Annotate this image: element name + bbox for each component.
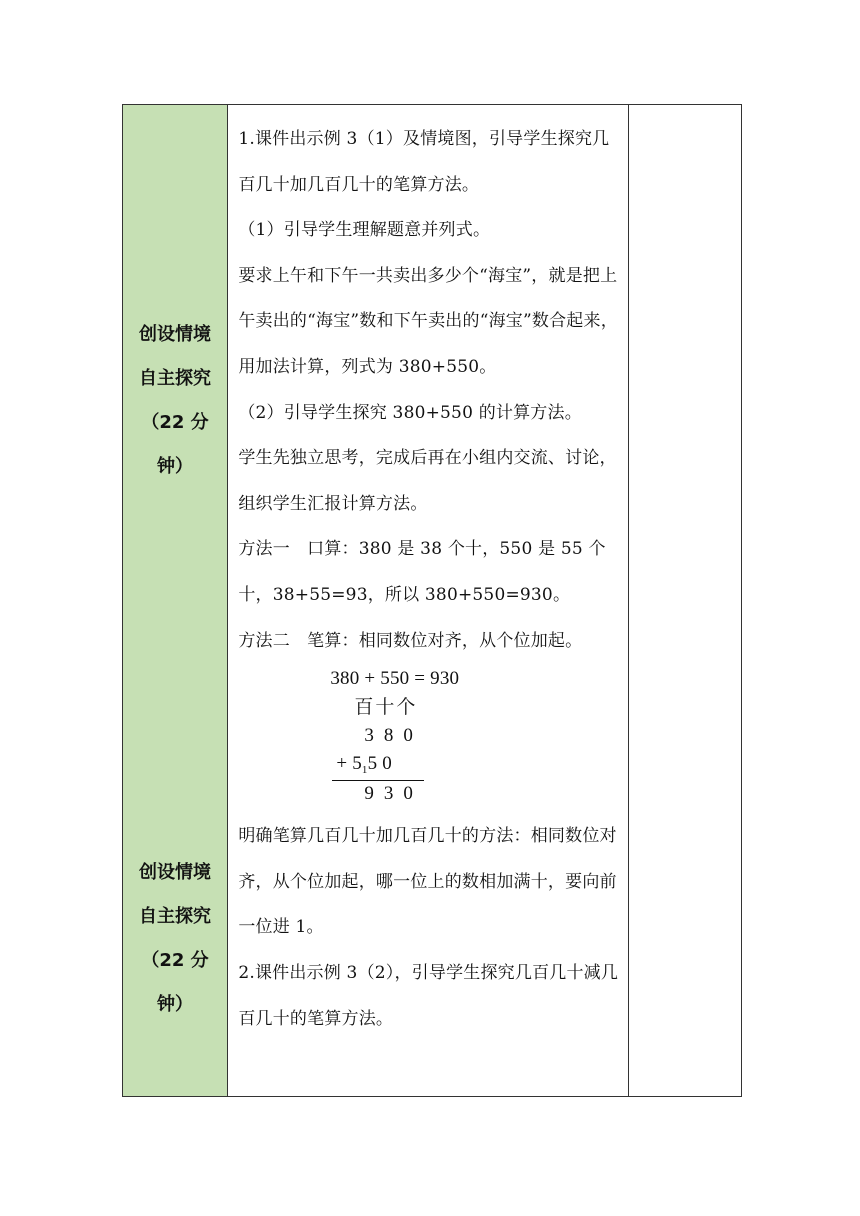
notes-column (628, 105, 741, 1097)
paragraph: （1）引导学生理解题意并列式。 (238, 220, 491, 241)
paragraph: 方法二 笔算：相同数位对齐，从个位加起。 (238, 630, 583, 651)
paragraph: 2.课件出示例 3（2），引导学生探究几百几十减几百几十的笔算方法。 (238, 962, 619, 1029)
addend-row: + $5_15$ 0 (336, 753, 392, 777)
content-body (228, 105, 627, 1042)
table-row (123, 105, 742, 1097)
paragraph: 学生先独立思考，完成后再在小组内交流、讨论，组织学生汇报计算方法。 (238, 448, 617, 514)
addend-row: 380 (364, 725, 423, 747)
stage-label: 创设情境 自主探究 （22 分 钟） (139, 862, 211, 1015)
place-value-header: 百十个 (354, 697, 418, 719)
vertical-addition (238, 664, 619, 814)
paragraph: 方法一 口算：380 是 38 个十，550 是 55 个十，38+55=93，所以 380+550=930。 (238, 539, 606, 605)
lesson-plan-table (122, 104, 742, 1097)
stage-label: 创设情境 自主探究 （22 分 钟） (139, 324, 211, 477)
paragraph: 明确笔算几百几十加几百几十的方法：相同数位对齐，从个位加起，哪一位上的数相加满十，要向前一位进 1。 (238, 826, 617, 938)
sum-row: 930 (364, 783, 423, 805)
carry-digit: 1 (361, 764, 368, 777)
paragraph: 1.课件出示例 3（1）及情境图，引导学生探究几百几十加几百几十的笔算方法。 (238, 129, 610, 195)
content-column (228, 105, 628, 1097)
addition-equation: 380 + 550 = 930 (330, 668, 460, 690)
paragraph: 要求上午和下午一共卖出多少个“海宝”，就是把上午卖出的“海宝”数和下午卖出的“海宝”数合起来，用加法计算，列式为 380+550。 (238, 265, 618, 377)
paragraph: （2）引导学生探究 380+550 的计算方法。 (238, 402, 582, 423)
stage-column (123, 105, 228, 1097)
